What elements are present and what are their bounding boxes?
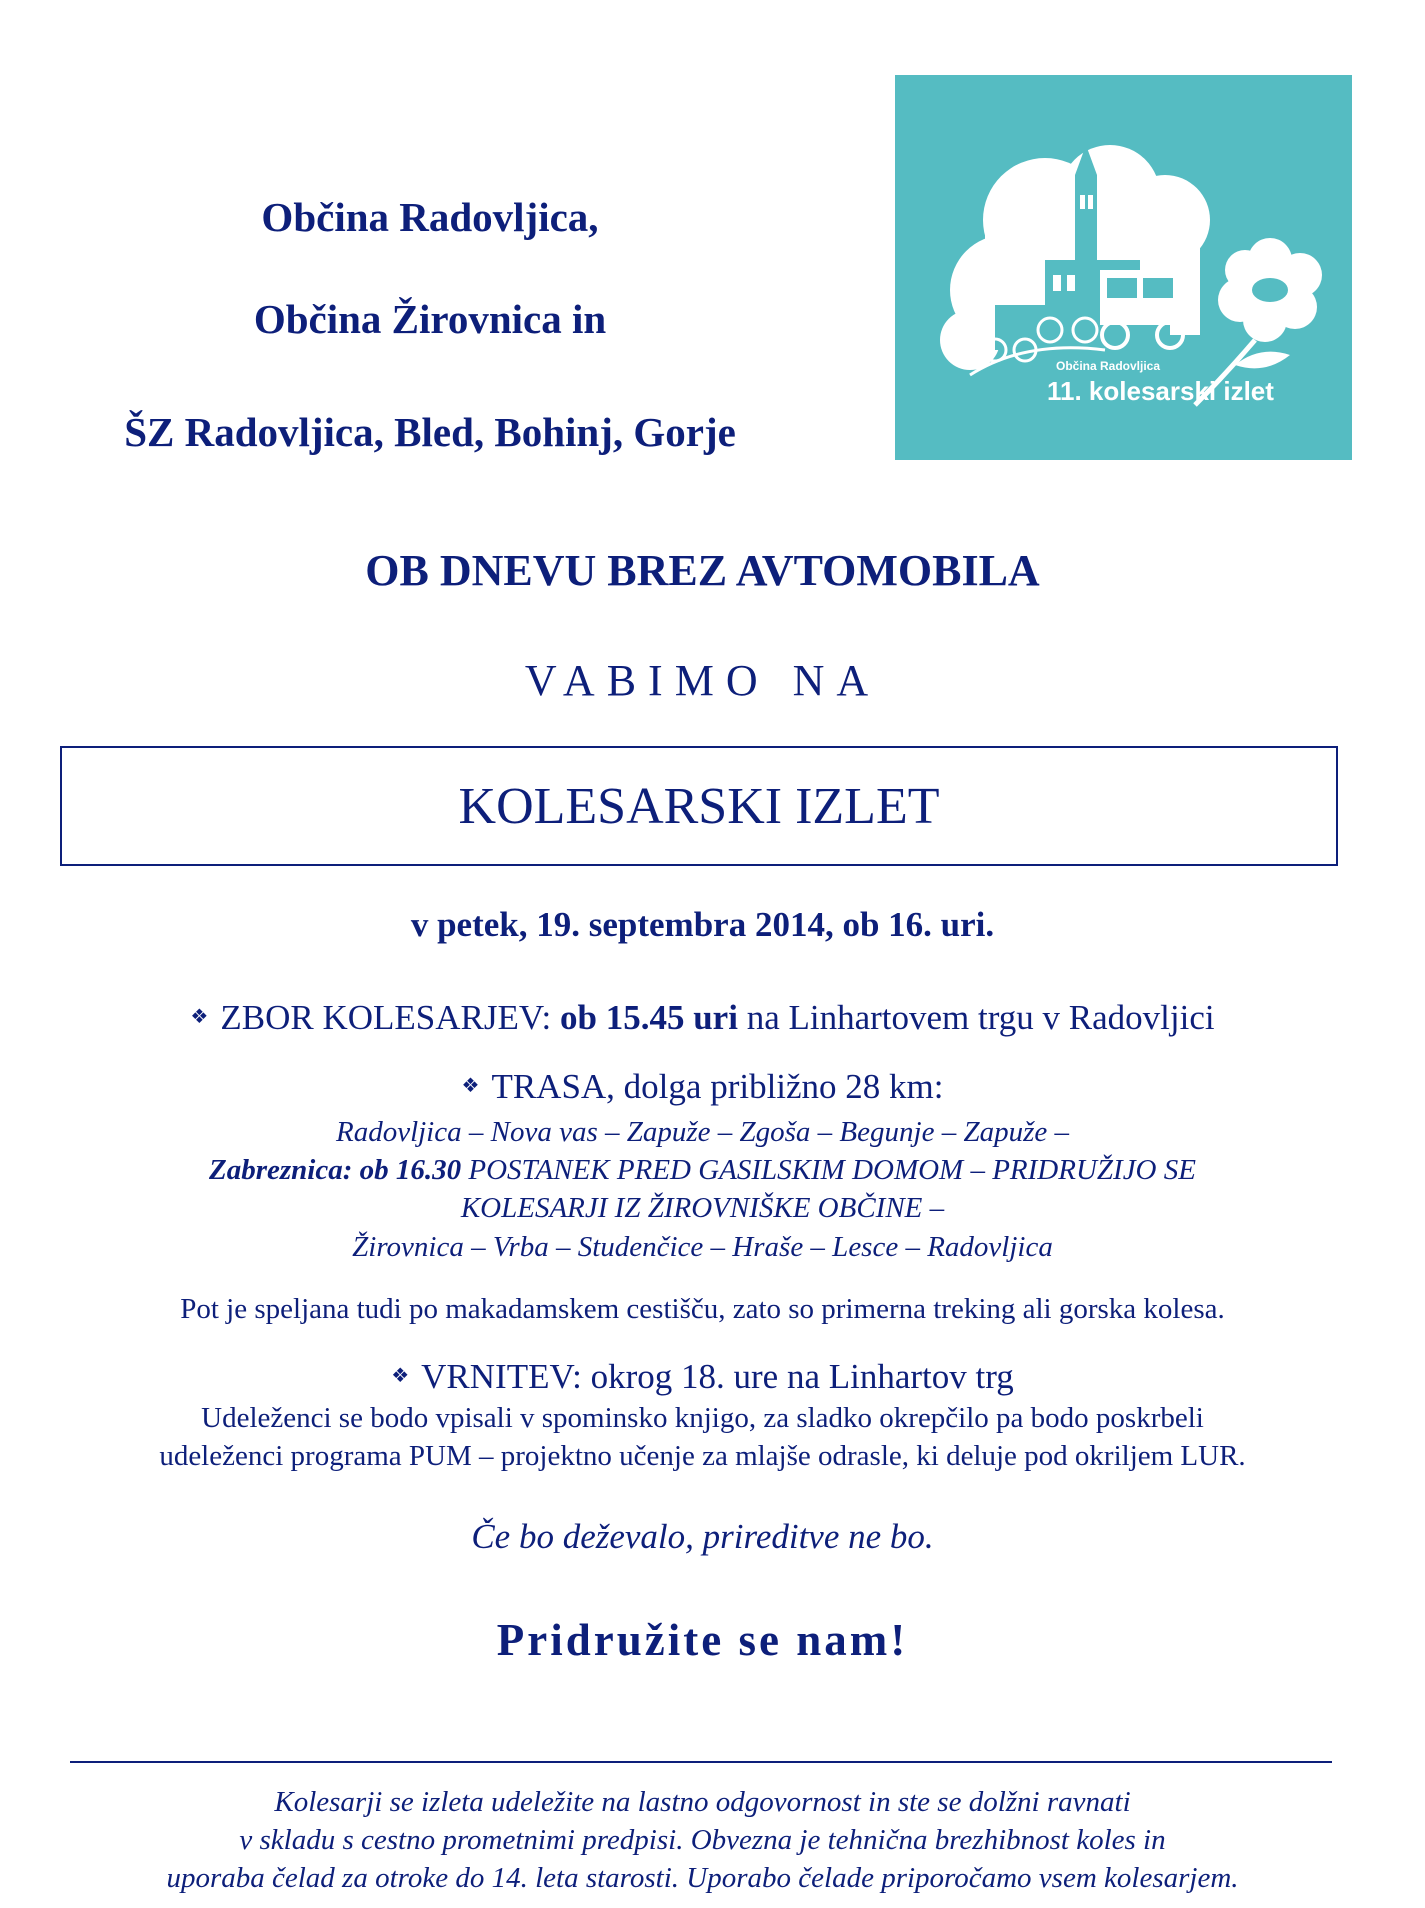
diamond-bullet-icon: ❖ (461, 1073, 480, 1097)
gathering-line (0, 998, 1405, 1038)
event-logo (895, 75, 1352, 460)
return-heading (0, 1357, 1405, 1397)
route-line-2 (0, 1154, 1405, 1187)
return-label: VRNITEV: okrog 18. ure na Linhartov trg (421, 1357, 1014, 1396)
gathering-label: ZBOR KOLESARJEV: (220, 998, 552, 1037)
footer-line-3: uporaba čelad za otroke do 14. leta starosti. Uporabo čelade priporočamo vsem kolesarjem. (166, 1862, 1239, 1894)
event-title: KOLESARSKI IZLET (458, 777, 940, 835)
surface-note: Pot je speljana tudi po makadamskem cestišču, zato so primerna treking ali gorska kolesa. (180, 1293, 1225, 1325)
date-line: v petek, 19. septembra 2014, ob 16. uri. (410, 905, 995, 944)
route-label: TRASA, dolga približno 28 km: (491, 1067, 944, 1106)
logo-title: 11. kolesarski izlet (1047, 376, 1274, 406)
organizer-line-2: Občina Žirovnica in (253, 296, 607, 342)
logo-subtitle: Občina Radovljica (1056, 359, 1161, 373)
footer-line-1: Kolesarji se izleta udeležite na lastno odgovornost in ste se dolžni ravnati (274, 1786, 1131, 1818)
route-line-1: Radovljica – Nova vas – Zapuže – Zgoša – Begunje – Zapuže – (335, 1116, 1069, 1148)
diamond-bullet-icon: ❖ (391, 1363, 410, 1387)
return-line-2: udeleženci programa PUM – projektno učenje za mlajše odrasle, ki deluje pod okriljem LUR. (159, 1440, 1246, 1472)
invite-text: VABIMO NA (524, 656, 881, 705)
organizer-line-1: Občina Radovljica, (261, 194, 599, 240)
footer-divider (70, 1761, 1332, 1763)
route-line-4: Žirovnica – Vrba – Studenčice – Hraše – Lesce – Radovljica (352, 1231, 1053, 1263)
headline: OB DNEVU BREZ AVTOMOBILA (365, 546, 1040, 595)
route-heading (0, 1067, 1405, 1107)
diamond-bullet-icon: ❖ (190, 1004, 209, 1028)
return-line-1: Udeleženci se bodo vpisali v spominsko knjigo, za sladko okrepčilo pa bodo poskrbeli (201, 1402, 1204, 1434)
route-stop: Zabreznica: ob 16.30 (209, 1154, 462, 1186)
event-title-box (60, 746, 1338, 866)
footer-line-2: v skladu s cestno prometnimi predpisi. Obvezna je tehnična brezhibnost koles in (239, 1824, 1166, 1856)
gathering-time: ob 15.45 uri (560, 998, 738, 1037)
call-to-action: Pridružite se nam! (496, 1615, 909, 1665)
gathering-place: na Linhartovem trgu v Radovljici (746, 998, 1215, 1037)
route-stop-note: POSTANEK PRED GASILSKIM DOMOM – PRIDRUŽIJO SE (468, 1154, 1196, 1186)
route-line-3: KOLESARJI IZ ŽIROVNIŠKE OBČINE – (460, 1192, 945, 1224)
organizer-line-3: ŠZ Radovljica, Bled, Bohinj, Gorje (124, 409, 736, 455)
rain-note: Če bo deževalo, prireditve ne bo. (471, 1517, 934, 1556)
